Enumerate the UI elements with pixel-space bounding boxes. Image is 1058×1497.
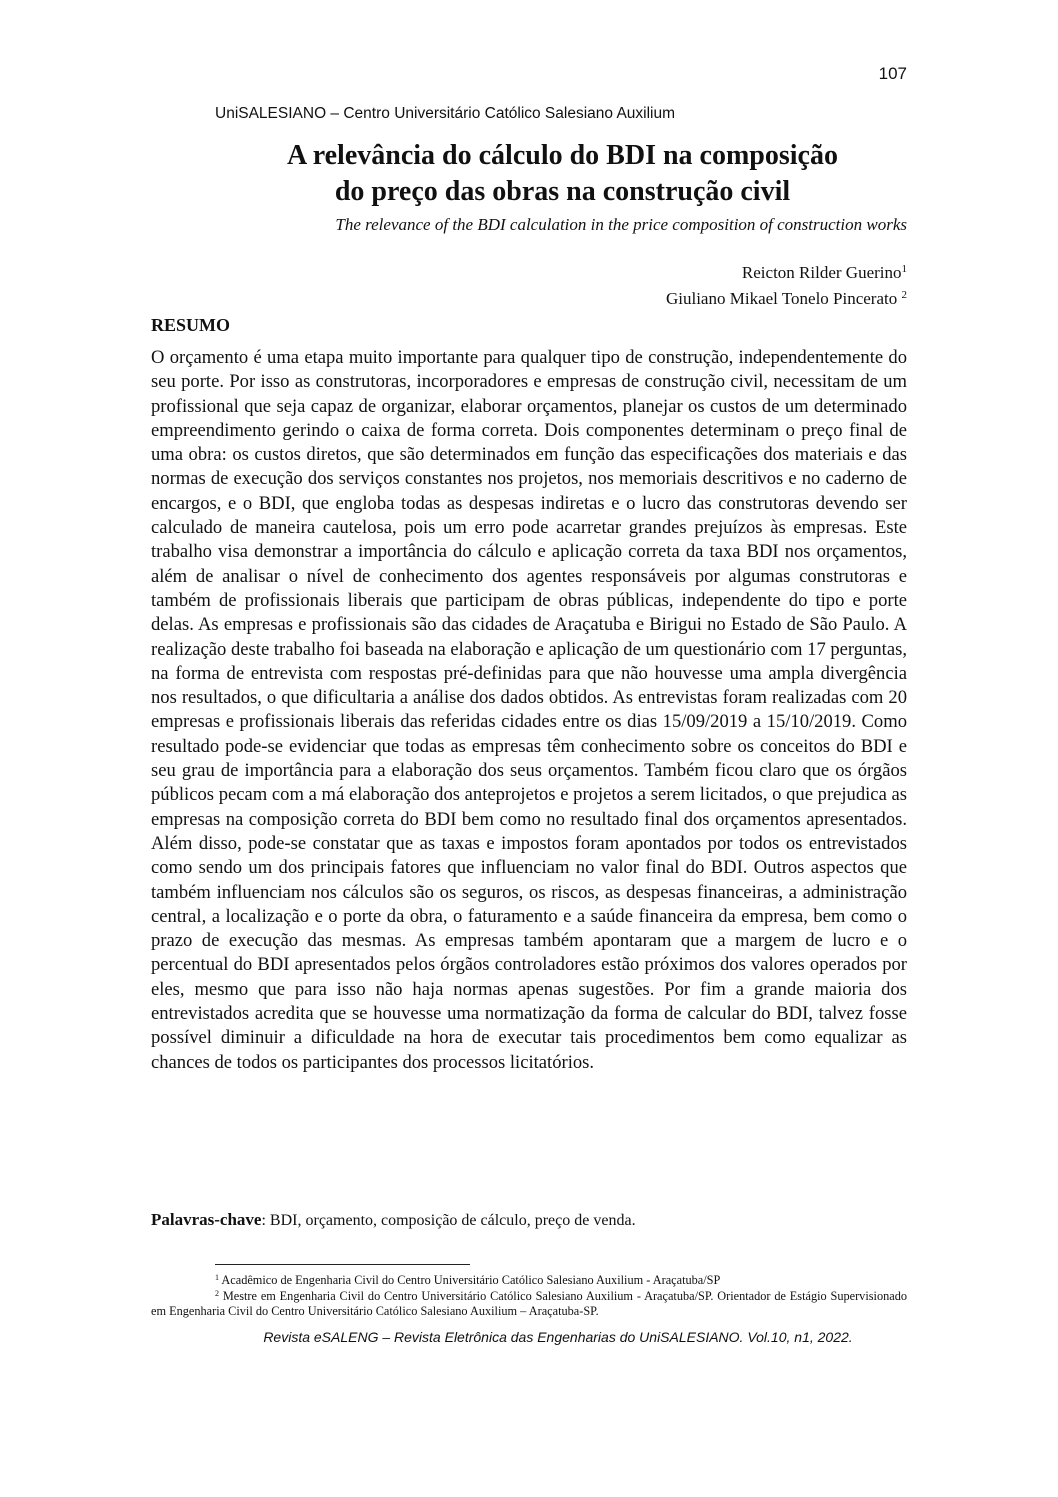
journal-citation: Revista eSALENG – Revista Eletrônica das Engenharias do UniSALESIANO. Vol.10, n1, 2022. (263, 1329, 853, 1345)
footnote-2 (151, 1289, 907, 1320)
footnote-text: Acadêmico de Engenharia Civil do Centro Universitário Católico Salesiano Auxilium - Araçatuba/SP (219, 1273, 721, 1287)
paper-title-line-1: A relevância do cálculo do BDI na composição (287, 140, 838, 171)
abstract-body: O orçamento é uma etapa muito importante para qualquer tipo de construção, independentemente do seu porte. Por isso as construtoras, incorporadores e empresas de construção civil, necessitam de um profissional que seja capaz de organizar, elaborar orçamentos, planejar os custos de um determinado empreendimento gerindo o caixa de forma correta. Dois componentes determinam o preço final de uma obra: os custos diretos, que são determinados em função das especificações dos materiais e das normas de execução dos serviços constantes nos projetos, nos memoriais descritivos e no caderno de encargos, e o BDI, que engloba todas as despesas indiretas e o lucro das construtoras devendo ser calculado de maneira cautelosa, pois um erro pode acarretar grandes prejuízos às empresas. Este trabalho visa demonstrar a importância do cálculo e aplicação correta da taxa BDI nos orçamentos, além de analisar o nível de conhecimento dos agentes responsáveis por algumas construtoras e também de profissionais liberais que participam de obras públicas, independente do tipo e porte delas. As empresas e profissionais são das cidades de Araçatuba e Birigui no Estado de São Paulo. A realização deste trabalho foi baseada na elaboração e aplicação de um questionário com 17 perguntas, na forma de entrevista com respostas pré-definidas para que não houvesse uma ampla divergência nos resultados, o que dificultaria a análise dos dados obtidos. As entrevistas foram realizadas com 20 empresas e profissionais liberais das referidas cidades entre os dias 15/09/2019 a 15/10/2019. Como resultado pode-se evidenciar que todas as empresas têm conhecimento sobre os conceitos do BDI e seu grau de importância para a elaboração dos seus orçamentos. Também ficou claro que os órgãos públicos pecam com a má elaboração dos anteprojetos e projetos a serem licitados, o que prejudica as empresas na composição correta do BDI bem como no resultado final dos orçamentos apresentados. Além disso, pode-se constatar que as taxas e impostos foram apontados por todos os entrevistados como sendo um dos principais fatores que influenciam no valor final do BDI. Outros aspectos que também influenciam nos cálculos são os seguros, os riscos, as despesas financeiras, a administração central, a localização e o porte da obra, o faturamento e a saúde financeira da empresa, bem como o prazo de execução das mesmas. As empresas também apontaram que a margem de lucro e o percentual do BDI apresentados pelos órgãos controladores estão próximos dos valores operados por eles, mesmo que para isso não haja normas apenas sugestões. Por fim a grande maioria dos entrevistados acredita que se houvesse uma normatização da forma de calcular do BDI, talvez fosse possível diminuir a dificuldade na hora de executar tais procedimentos bem como equalizar as chances de todos os participantes dos processos licitatórios. (151, 347, 907, 1073)
page-number: 107 (878, 64, 907, 83)
keywords-text: : BDI, orçamento, composição de cálculo, preço de venda. (261, 1212, 636, 1229)
author-list (666, 260, 907, 312)
footnote-divider (215, 1264, 470, 1265)
author-name: Giuliano Mikael Tonelo Pincerato (665, 289, 898, 308)
paper-title (200, 138, 925, 210)
footnote-marker: 1 (901, 263, 907, 275)
abstract-heading: RESUMO (151, 315, 231, 335)
footnote-mark: 1 (215, 1273, 219, 1282)
institution-header: UniSALESIANO – Centro Universitário Católico Salesiano Auxilium (215, 105, 676, 122)
author-name: Reicton Rilder Guerino (741, 263, 902, 282)
author-1 (666, 260, 907, 286)
english-subtitle: The relevance of the BDI calculation in the price composition of construction works (335, 215, 907, 234)
paper-title-line-2: do preço das obras na construção civil (334, 176, 791, 207)
footnote-mark: 2 (215, 1288, 219, 1298)
footnote-1 (151, 1273, 907, 1289)
footnote-marker: 2 (901, 289, 907, 301)
author-2 (666, 286, 907, 312)
footnotes (151, 1273, 907, 1320)
keywords-label: Palavras-chave (151, 1210, 262, 1229)
footnote-text: Mestre em Engenharia Civil do Centro Universitário Católico Salesiano Auxilium - Araçatuba/SP. Orientador de Estágio Supervisionado em Engenharia Civil do Centro Universitário Católico Salesiano Auxilium – Araçatuba-SP. (151, 1288, 907, 1318)
keywords (151, 1210, 636, 1230)
